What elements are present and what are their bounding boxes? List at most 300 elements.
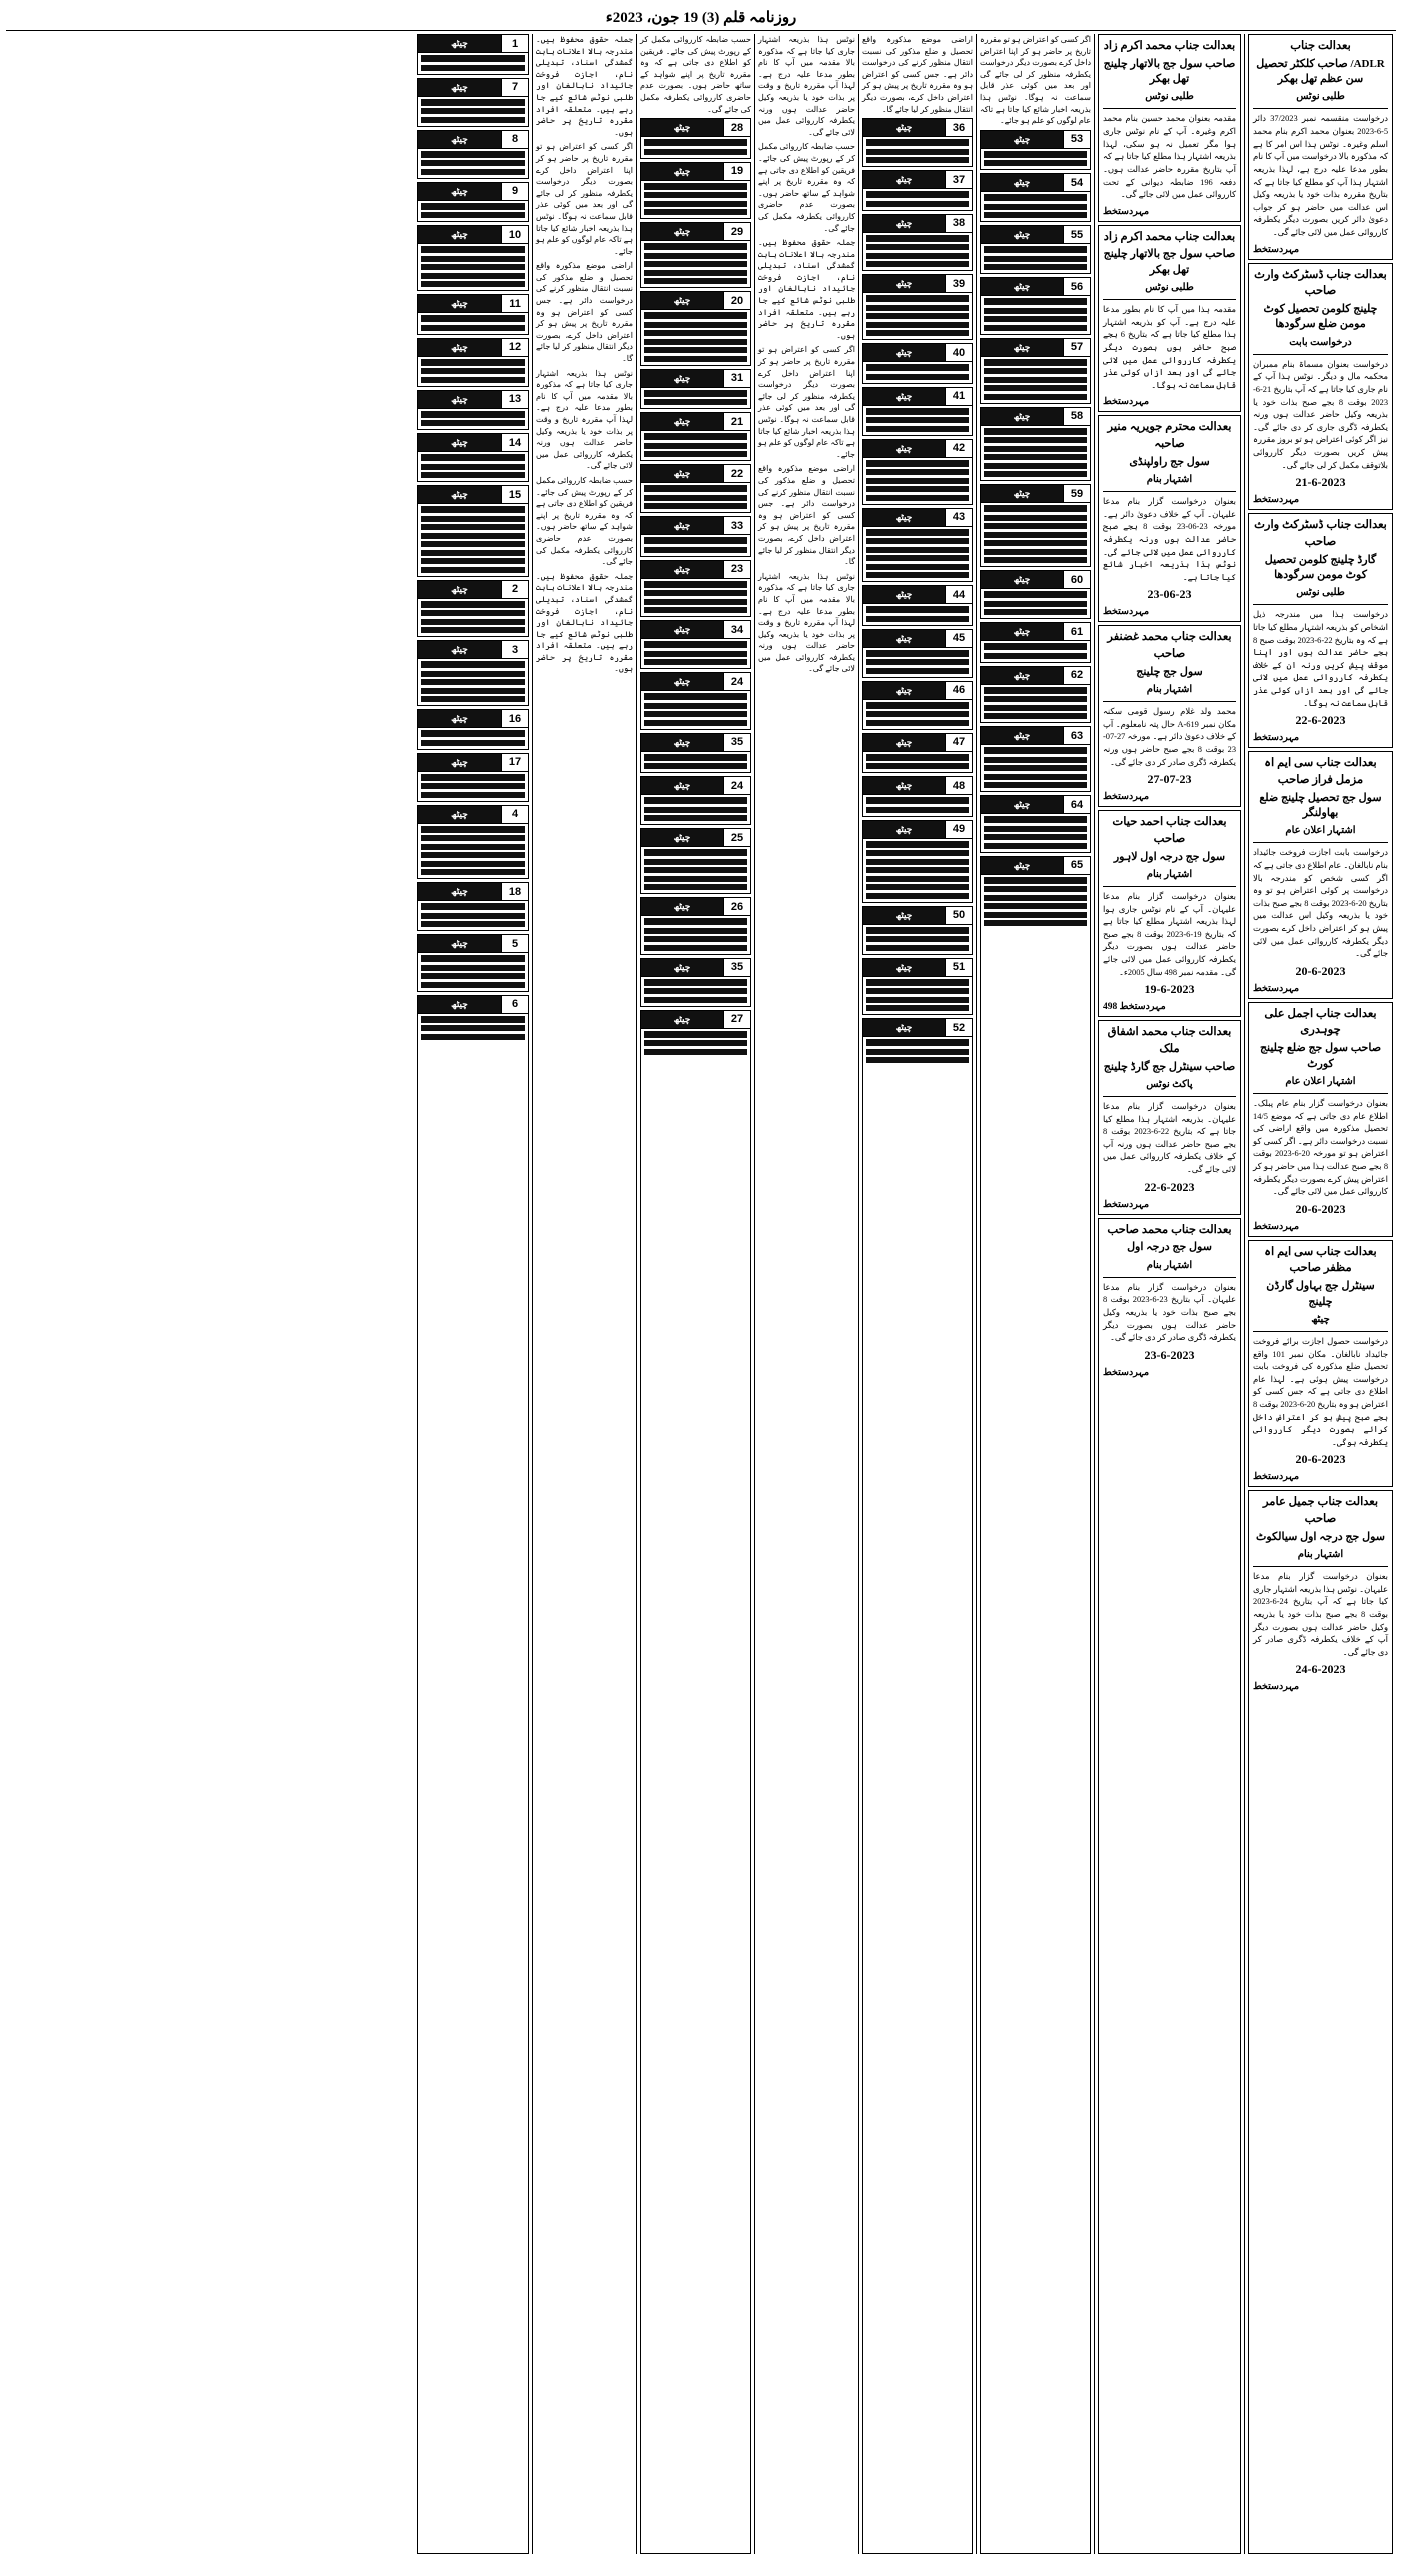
item-number: 20 bbox=[723, 292, 750, 309]
redacted-bar bbox=[644, 607, 747, 613]
item-redacted-body bbox=[863, 700, 972, 729]
classified-item[interactable] bbox=[640, 672, 751, 730]
item-header bbox=[641, 734, 750, 752]
redacted-bar bbox=[421, 99, 525, 106]
classified-item[interactable] bbox=[640, 291, 751, 366]
item-number: 27 bbox=[723, 1011, 750, 1028]
redacted-bar bbox=[866, 295, 969, 302]
notice-subcourt: صاحب سول جج ضلع چلینج کورٹ bbox=[1259, 1042, 1382, 1070]
classified-item[interactable] bbox=[640, 516, 751, 557]
redacted-bar bbox=[866, 495, 969, 501]
item-redacted-body bbox=[863, 189, 972, 210]
item-redacted-body bbox=[863, 839, 972, 902]
classified-item[interactable] bbox=[640, 733, 751, 774]
classified-item[interactable] bbox=[640, 897, 751, 955]
classified-item[interactable] bbox=[980, 484, 1091, 567]
notice-block bbox=[1248, 263, 1393, 511]
item-redacted-body bbox=[981, 589, 1090, 618]
item-redacted-body bbox=[981, 745, 1090, 791]
redacted-bar bbox=[421, 627, 525, 633]
item-number: 38 bbox=[945, 215, 972, 232]
classified-item[interactable] bbox=[862, 958, 973, 1016]
notice-date: 20-6-2023 bbox=[1295, 1452, 1346, 1467]
redacted-bar bbox=[984, 540, 1087, 546]
column-items-19-35 bbox=[636, 34, 754, 2554]
notice-date: 27-07-23 bbox=[1147, 772, 1192, 787]
item-category: چیٹھ bbox=[641, 777, 723, 794]
column-body-text: نوٹس ہذا بذریعہ اشتہار جاری کیا جاتا ہے کہ مذکورہ بالا مقدمہ میں آپ کا نام بطور مدعا علیہ درج ہے۔ لہذا آپ مقررہ تاریخ و وقت پر بذات خود یا بذریعہ وکیل حاضر عدالت ہوں ورنہ یکطرفہ کارروائی عمل میں لائی جائے گی۔ bbox=[536, 368, 633, 471]
classified-item[interactable] bbox=[417, 753, 529, 802]
item-category: چیٹھ bbox=[863, 275, 945, 292]
column-body-text: نوٹس ہذا بذریعہ اشتہار جاری کیا جاتا ہے کہ مذکورہ بالا مقدمہ میں آپ کا نام بطور مدعا علیہ درج ہے۔ لہذا آپ مقررہ تاریخ و وقت پر بذات خود یا بذریعہ وکیل حاضر عدالت ہوں ورنہ یکطرفہ کارروائی عمل میں لائی جائے گی۔ bbox=[758, 35, 855, 137]
redacted-bar bbox=[421, 264, 525, 270]
divider bbox=[1253, 1093, 1388, 1094]
item-header bbox=[863, 586, 972, 604]
classified-item[interactable] bbox=[862, 585, 973, 626]
item-category: چیٹھ bbox=[641, 465, 723, 482]
notice-date: 22-6-2023 bbox=[1144, 1179, 1195, 1194]
item-redacted-body bbox=[641, 752, 750, 773]
classified-item[interactable] bbox=[417, 934, 529, 992]
redacted-bar bbox=[984, 160, 1087, 166]
redacted-bar bbox=[421, 740, 525, 746]
classified-item[interactable] bbox=[640, 776, 751, 825]
classified-item[interactable] bbox=[640, 162, 751, 220]
item-header bbox=[981, 623, 1090, 641]
redacted-bar bbox=[984, 359, 1087, 366]
item-redacted-body bbox=[863, 458, 972, 504]
item-number: 37 bbox=[945, 171, 972, 188]
divider bbox=[1103, 1096, 1236, 1097]
column-body-text: جملہ حقوق محفوظ ہیں۔ مندرجہ بالا اعلانات بابت گمشدگی اسناد، تبدیلی نام، اجازت فروخت جائیداد نابالغان اور طلبی نوٹس شائع کیے جا رہے ہیں۔ متعلقہ افراد مقررہ تاریخ پر حاضر ہوں۔ bbox=[536, 35, 633, 137]
redacted-bar bbox=[644, 183, 747, 190]
item-number: 53 bbox=[1063, 131, 1090, 148]
item-header bbox=[863, 1019, 972, 1037]
notice-court: بعدالت جناب محمد اکرم زاد bbox=[1103, 40, 1236, 52]
item-header bbox=[418, 295, 528, 313]
item-category: چیٹھ bbox=[863, 509, 945, 526]
item-header bbox=[863, 821, 972, 839]
redacted-bar bbox=[984, 643, 1087, 650]
classified-item[interactable] bbox=[417, 485, 529, 577]
redacted-bar bbox=[984, 609, 1087, 615]
classified-item[interactable] bbox=[862, 274, 973, 340]
classified-item[interactable] bbox=[417, 34, 529, 75]
redacted-bar bbox=[644, 590, 747, 596]
item-redacted-body bbox=[641, 388, 750, 409]
notice-subcourt: سول جج درجہ اول سیالکوٹ bbox=[1256, 1530, 1385, 1543]
item-number: 22 bbox=[723, 465, 750, 482]
redacted-bar bbox=[984, 515, 1087, 521]
item-header bbox=[981, 408, 1090, 426]
notice-court: بعدالت جناب محمد غضنفر صاحب bbox=[1107, 631, 1232, 661]
classified-item[interactable] bbox=[862, 118, 973, 167]
item-redacted-body bbox=[641, 977, 750, 1006]
item-category: چیٹھ bbox=[981, 131, 1063, 148]
notice-court: بعدالت جناب ڈسٹرکٹ وارث صاحب bbox=[1254, 519, 1387, 548]
item-number: 65 bbox=[1063, 857, 1090, 874]
classified-item[interactable] bbox=[640, 1010, 751, 2554]
item-redacted-body bbox=[863, 795, 972, 816]
column-body-text: جملہ حقوق محفوظ ہیں۔ مندرجہ بالا اعلانات بابت گمشدگی اسناد، تبدیلی نام، اجازت فروخت جائیداد نابالغان اور طلبی نوٹس شائع کیے جا رہے ہیں۔ متعلقہ افراد مقررہ تاریخ پر حاضر ہوں۔ bbox=[758, 238, 855, 340]
redacted-bar bbox=[421, 696, 525, 702]
notice-subcourt: سول جج تحصیل چلینج ضلع بھاولنگر bbox=[1259, 791, 1382, 819]
classified-item[interactable] bbox=[417, 390, 529, 431]
item-header bbox=[641, 517, 750, 535]
classified-item[interactable] bbox=[862, 776, 973, 817]
notice-body: درخواست ہذا میں مندرجہ ذیل اشخاص کو بذریعہ اشتہار مطلع کیا جاتا ہے کہ وہ بتاریخ 22-6-2023 بوقت صبح 8 بجے حاضر عدالت ہوں اور اپنا موقف پیش کریں ورنہ ان کے خلاف یکطرفہ کارروائی عمل میں لائی جائے گی اور بعد ازاں کوئی عذر قابل سماعت نہ ہوگا۔ bbox=[1253, 610, 1388, 708]
redacted-bar bbox=[644, 356, 747, 362]
redacted-bar bbox=[866, 659, 969, 665]
redacted-bar bbox=[866, 884, 969, 890]
redacted-bar bbox=[421, 454, 525, 461]
redacted-bar bbox=[866, 668, 969, 674]
redacted-bar bbox=[866, 139, 969, 146]
item-header bbox=[981, 131, 1090, 149]
redacted-bar bbox=[421, 619, 525, 625]
classified-item[interactable] bbox=[640, 222, 751, 288]
redacted-bar bbox=[866, 374, 969, 380]
redacted-bar bbox=[984, 368, 1087, 374]
notice-body: درخواست حصول اجازت برائے فروخت جائیداد نابالغان۔ مکان نمبر 101 واقع تحصیل ضلع مذکورہ کی فروخت بابت درخواست پیش ہوئی ہے۔ لہذا عام اطلاع دی جاتی ہے کہ جس کسی کو اعتراض ہو وہ بتاریخ 20-6-2023 بوقت 8 بجے صبح پیش ہو کر اعتراض داخل کرائے بصورت دیگر کارروائی یکطرفہ ہوگی۔ bbox=[1253, 1336, 1388, 1447]
classified-item[interactable] bbox=[862, 733, 973, 774]
notice-block bbox=[1248, 751, 1393, 999]
item-number: 45 bbox=[945, 630, 972, 647]
redacted-bar bbox=[866, 763, 969, 769]
classified-item[interactable] bbox=[417, 338, 529, 387]
redacted-bar bbox=[644, 807, 747, 813]
column-items-1-18 bbox=[414, 34, 532, 2554]
redacted-bar bbox=[984, 454, 1087, 460]
redacted-bar bbox=[866, 529, 969, 536]
notice-court: بعدالت جناب محمد اکرم زاد bbox=[1103, 230, 1236, 243]
redacted-bar bbox=[644, 149, 747, 155]
redacted-bar bbox=[984, 713, 1087, 719]
item-number: 44 bbox=[945, 586, 972, 603]
notice-block bbox=[1098, 34, 1241, 222]
item-header bbox=[863, 388, 972, 406]
item-category: چیٹھ bbox=[418, 35, 501, 52]
classified-item[interactable] bbox=[980, 570, 1091, 619]
item-redacted-body bbox=[418, 1014, 528, 1043]
item-category: چیٹھ bbox=[418, 131, 501, 148]
classified-item[interactable] bbox=[417, 130, 529, 179]
notice-body: محمد ولد غلام رسول قومی سکنہ مکان نمبر A-619 حال پتہ نامعلوم۔ آپ کے خلاف دعویٰ دائر ہے۔ مورخہ 27-07-23 بوقت 8 بجے صبح حاضر ہوں ورنہ یکطرفہ ڈگری صادر کر دی جائے گی۔ bbox=[1103, 707, 1236, 767]
notice-signature: مہردستخط bbox=[1103, 792, 1150, 803]
classified-item[interactable] bbox=[640, 118, 751, 159]
classified-item[interactable] bbox=[640, 958, 751, 1007]
item-number: 10 bbox=[501, 226, 528, 243]
redacted-bar bbox=[866, 478, 969, 484]
redacted-bar bbox=[421, 506, 525, 513]
item-category: چیٹھ bbox=[418, 996, 501, 1013]
redacted-bar bbox=[644, 997, 747, 1003]
redacted-bar bbox=[984, 920, 1087, 926]
redacted-bar bbox=[644, 703, 747, 709]
classified-item[interactable] bbox=[640, 560, 751, 618]
redacted-bar bbox=[984, 765, 1087, 771]
redacted-bar bbox=[421, 325, 525, 331]
item-header bbox=[418, 996, 528, 1014]
redacted-bar bbox=[644, 443, 747, 449]
classified-item[interactable] bbox=[417, 182, 529, 223]
redacted-bar bbox=[984, 782, 1087, 788]
item-redacted-body bbox=[418, 728, 528, 749]
redacted-bar bbox=[866, 797, 969, 804]
item-number: 54 bbox=[1063, 174, 1090, 191]
item-category: چیٹھ bbox=[863, 344, 945, 361]
item-category: چیٹھ bbox=[418, 641, 501, 658]
item-redacted-body bbox=[418, 452, 528, 481]
classified-item[interactable] bbox=[417, 433, 529, 482]
classified-item[interactable] bbox=[980, 666, 1091, 724]
redacted-bar bbox=[644, 261, 747, 267]
classified-item[interactable] bbox=[417, 225, 529, 291]
item-header bbox=[418, 35, 528, 53]
redacted-bar bbox=[984, 912, 1087, 918]
notice-subcourt: گارڈ چلینج کلومن تحصیل کوٹ مومن سرگودھا bbox=[1264, 553, 1377, 581]
classified-item[interactable] bbox=[862, 439, 973, 505]
item-number: 50 bbox=[945, 907, 972, 924]
classified-item[interactable] bbox=[980, 338, 1091, 404]
redacted-bar bbox=[866, 253, 969, 259]
item-category: چیٹھ bbox=[641, 829, 723, 846]
item-header bbox=[863, 959, 972, 977]
redacted-bar bbox=[866, 711, 969, 717]
notice-signature: مہردستخط bbox=[1103, 1367, 1150, 1378]
classified-item[interactable] bbox=[640, 620, 751, 669]
item-redacted-body bbox=[981, 426, 1090, 481]
item-category: چیٹھ bbox=[418, 339, 501, 356]
notice-kind: پاکٹ نوٹس bbox=[1146, 1078, 1193, 1090]
notice-subcourt: سول جج درجہ اول لاہور bbox=[1113, 850, 1226, 863]
redacted-bar bbox=[866, 305, 969, 311]
redacted-bar bbox=[421, 965, 525, 971]
item-number: 28 bbox=[723, 119, 750, 136]
notice-court: بعدالت جناب ڈسٹرکٹ وارث صاحب bbox=[1254, 268, 1387, 298]
classified-item[interactable] bbox=[980, 622, 1091, 663]
notice-court: بعدالت جناب اجمل علی چوہدری bbox=[1264, 1007, 1377, 1037]
redacted-bar bbox=[421, 533, 525, 539]
item-number: 1 bbox=[501, 35, 528, 52]
redacted-bar bbox=[984, 394, 1087, 400]
item-number: 42 bbox=[945, 440, 972, 457]
classified-item[interactable] bbox=[980, 277, 1091, 335]
item-category: چیٹھ bbox=[863, 1019, 945, 1036]
classified-item[interactable] bbox=[862, 1018, 973, 2554]
item-header bbox=[863, 275, 972, 293]
item-number: 48 bbox=[945, 777, 972, 794]
item-category: چیٹھ bbox=[641, 621, 723, 638]
column-body-text: حسب ضابطہ کارروائی مکمل کر کے رپورٹ پیش کی جائے۔ فریقین کو اطلاع دی جاتی ہے کہ وہ مقررہ تاریخ پر اپنے شواہد کے ساتھ حاضر ہوں۔ بصورت عدم حاضری کارروائی یکطرفہ مکمل کی جائے گی۔ bbox=[536, 475, 633, 567]
item-category: چیٹھ bbox=[418, 806, 501, 823]
notice-court: بعدالت جناب سی ایم اہ مزمل فراز صاحب bbox=[1264, 757, 1377, 786]
item-number: 21 bbox=[723, 413, 750, 430]
redacted-bar bbox=[421, 869, 525, 875]
redacted-bar bbox=[644, 192, 747, 198]
divider bbox=[1103, 491, 1236, 492]
item-header bbox=[641, 163, 750, 181]
notice-block bbox=[1098, 625, 1241, 807]
column-body-text: جملہ حقوق محفوظ ہیں۔ مندرجہ بالا اعلانات بابت گمشدگی اسناد، تبدیلی نام، اجازت فروخت جائیداد نابالغان اور طلبی نوٹس شائع کیے جا رہے ہیں۔ متعلقہ افراد مقررہ تاریخ پر حاضر ہوں۔ bbox=[536, 571, 633, 674]
classified-item[interactable] bbox=[640, 412, 751, 461]
notice-signature: مہردستخط bbox=[1253, 1682, 1300, 1693]
classified-item[interactable] bbox=[980, 130, 1091, 171]
item-category: چیٹھ bbox=[641, 292, 723, 309]
redacted-bar bbox=[644, 849, 747, 856]
item-header bbox=[418, 391, 528, 409]
column-dense-text-2 bbox=[532, 34, 636, 2554]
item-category: چیٹھ bbox=[981, 727, 1063, 744]
notice-kind: اشتہار بنام bbox=[1297, 1549, 1344, 1561]
item-category: چیٹھ bbox=[641, 1011, 723, 1028]
redacted-bar bbox=[866, 417, 969, 423]
classified-item[interactable] bbox=[417, 709, 529, 750]
notice-court: بعدالت جناب bbox=[1290, 40, 1351, 52]
redacted-bar bbox=[984, 774, 1087, 780]
classified-item[interactable] bbox=[862, 681, 973, 730]
item-number: 33 bbox=[723, 517, 750, 534]
redacted-bar bbox=[866, 261, 969, 267]
notice-body: بعنوان درخواست گزار بنام مدعا علیہان۔ آپ کے نام نوٹس جاری ہوا لہذا بذریعہ اشتہار مطلع کیا جاتا ہے کہ بتاریخ 19-6-2023 بوقت 8 بجے صبح حاضر عدالت ہوں بصورت دیگر یکطرفہ کارروائی عمل میں لائی جائے گی۔ مقدمہ نمبر 498 سال 2005ء۔ bbox=[1103, 891, 1236, 977]
classified-item[interactable] bbox=[980, 407, 1091, 482]
redacted-bar bbox=[866, 572, 969, 578]
redacted-bar bbox=[866, 936, 969, 942]
classified-item[interactable] bbox=[417, 294, 529, 335]
notice-block bbox=[1098, 1020, 1241, 1214]
item-number: 34 bbox=[723, 621, 750, 638]
classified-item[interactable] bbox=[640, 828, 751, 894]
classified-item[interactable] bbox=[980, 856, 1091, 2554]
redacted-bar bbox=[984, 549, 1087, 555]
redacted-bar bbox=[644, 581, 747, 588]
redacted-bar bbox=[644, 278, 747, 284]
classified-item[interactable] bbox=[417, 580, 529, 638]
item-category: چیٹھ bbox=[418, 486, 501, 503]
redacted-bar bbox=[421, 541, 525, 547]
redacted-bar bbox=[421, 835, 525, 841]
classified-item[interactable] bbox=[640, 369, 751, 410]
notice-body: بعنوان درخواست گزار بنام عام پبلک۔ اطلاع عام دی جاتی ہے کہ موضع 14/5 تحصیل مذکورہ میں واقع اراضی کی نسبت درخواست دائر ہے۔ اگر کسی کو اعتراض ہو تو مورخہ 20-6-2023 بوقت 8 بجے صبح عدالت ہذا میں حاضر ہو کر اعتراض پیش کرے بصورت دیگر یکطرفہ کارروائی عمل میں لائی جائے گی۔ bbox=[1253, 1098, 1388, 1197]
redacted-bar bbox=[644, 599, 747, 605]
redacted-bar bbox=[421, 601, 525, 608]
item-redacted-body bbox=[641, 916, 750, 954]
redacted-bar bbox=[644, 1040, 747, 1046]
item-redacted-body bbox=[981, 503, 1090, 566]
classified-item[interactable] bbox=[862, 170, 973, 211]
redacted-bar bbox=[644, 495, 747, 501]
item-category: چیٹھ bbox=[863, 682, 945, 699]
redacted-bar bbox=[866, 1057, 969, 1063]
classified-item[interactable] bbox=[980, 726, 1091, 792]
item-number: 56 bbox=[1063, 278, 1090, 295]
redacted-bar bbox=[421, 792, 525, 798]
column-body-text: اگر کسی کو اعتراض ہو تو مقررہ تاریخ پر حاضر ہو کر اپنا اعتراض داخل کرے بصورت دیگر درخواست یکطرفہ منظور کر لی جائے گی اور بعد میں کوئی عذر قابل سماعت نہ ہوگا۔ نوٹس ہذا بذریعہ اخبار شائع کیا جاتا ہے تاکہ عام لوگوں کو علم ہو جائے۔ bbox=[536, 142, 633, 256]
redacted-bar bbox=[866, 1039, 969, 1046]
item-category: چیٹھ bbox=[981, 339, 1063, 356]
classified-item[interactable] bbox=[417, 995, 529, 2555]
notice-signature: مہردستخط bbox=[1253, 244, 1300, 255]
classified-item[interactable] bbox=[862, 906, 973, 955]
redacted-bar bbox=[421, 464, 525, 470]
item-number: 8 bbox=[501, 131, 528, 148]
divider bbox=[1253, 1566, 1388, 1567]
classified-item[interactable] bbox=[640, 464, 751, 513]
notice-court: بعدالت جناب محمد صاحب bbox=[1107, 1223, 1232, 1236]
divider bbox=[1103, 701, 1236, 702]
notice-subcourt: سول جج راولپنڈی bbox=[1129, 455, 1210, 468]
classified-item[interactable] bbox=[417, 805, 529, 880]
redacted-bar bbox=[421, 826, 525, 833]
redacted-bar bbox=[421, 516, 525, 522]
divider bbox=[1253, 108, 1388, 109]
classified-item[interactable] bbox=[980, 225, 1091, 274]
item-category: چیٹھ bbox=[418, 295, 501, 312]
classified-item[interactable] bbox=[980, 795, 1091, 853]
notice-subcourt: ADLR/ صاحب کلکٹر تحصیل سن عظم تھل بھکر bbox=[1256, 57, 1385, 86]
classified-item[interactable] bbox=[862, 387, 973, 436]
redacted-bar bbox=[866, 997, 969, 1003]
masthead bbox=[6, 4, 1396, 31]
notice-kind: اشتہار بنام bbox=[1146, 1259, 1193, 1271]
classified-item[interactable] bbox=[417, 640, 529, 706]
classified-item[interactable] bbox=[980, 173, 1091, 222]
item-category: چیٹھ bbox=[641, 370, 723, 387]
redacted-bar bbox=[866, 867, 969, 873]
redacted-bar bbox=[421, 610, 525, 616]
notice-date: 22-6-2023 bbox=[1295, 713, 1346, 728]
classified-item[interactable] bbox=[417, 882, 529, 931]
item-number: 57 bbox=[1063, 339, 1090, 356]
notice-kind: طلبی نوٹس bbox=[1296, 587, 1345, 599]
classified-item[interactable] bbox=[862, 820, 973, 903]
redacted-bar bbox=[984, 246, 1087, 253]
redacted-bar bbox=[866, 460, 969, 467]
item-header bbox=[418, 754, 528, 772]
redacted-bar bbox=[421, 411, 525, 418]
item-redacted-body bbox=[418, 409, 528, 430]
redacted-bar bbox=[984, 471, 1087, 477]
redacted-bar bbox=[866, 426, 969, 432]
classified-item[interactable] bbox=[862, 508, 973, 583]
column-lead-text: حسب ضابطہ کارروائی مکمل کر کے رپورٹ پیش کی جائے۔ فریقین کو اطلاع دی جاتی ہے کہ وہ مقررہ تاریخ پر اپنے شواہد کے ساتھ حاضر ہوں۔ بصورت عدم حاضری کارروائی یکطرفہ مکمل کی جائے گی۔ bbox=[640, 35, 751, 114]
redacted-bar bbox=[984, 256, 1087, 262]
item-header bbox=[418, 883, 528, 901]
notice-block bbox=[1098, 415, 1241, 622]
classified-item[interactable] bbox=[417, 78, 529, 127]
item-number: 43 bbox=[945, 509, 972, 526]
item-header bbox=[418, 226, 528, 244]
notice-date: 24-6-2023 bbox=[1295, 1662, 1346, 1677]
classified-item[interactable] bbox=[862, 343, 973, 384]
notice-signature: مہردستخط bbox=[1253, 733, 1300, 744]
item-header bbox=[863, 440, 972, 458]
redacted-bar bbox=[866, 945, 969, 951]
notice-subcourt: سول جج درجہ اول bbox=[1127, 1241, 1212, 1254]
redacted-bar bbox=[421, 844, 525, 850]
item-number: 51 bbox=[945, 959, 972, 976]
classified-item[interactable] bbox=[862, 629, 973, 678]
redacted-bar bbox=[984, 298, 1087, 305]
redacted-bar bbox=[866, 191, 969, 198]
redacted-bar bbox=[984, 886, 1087, 892]
classified-item[interactable] bbox=[862, 214, 973, 272]
item-header bbox=[981, 174, 1090, 192]
redacted-bar bbox=[421, 558, 525, 564]
notice-kind: اشتہار بنام bbox=[1146, 868, 1193, 880]
redacted-bar bbox=[984, 523, 1087, 529]
item-category: چیٹھ bbox=[863, 388, 945, 405]
